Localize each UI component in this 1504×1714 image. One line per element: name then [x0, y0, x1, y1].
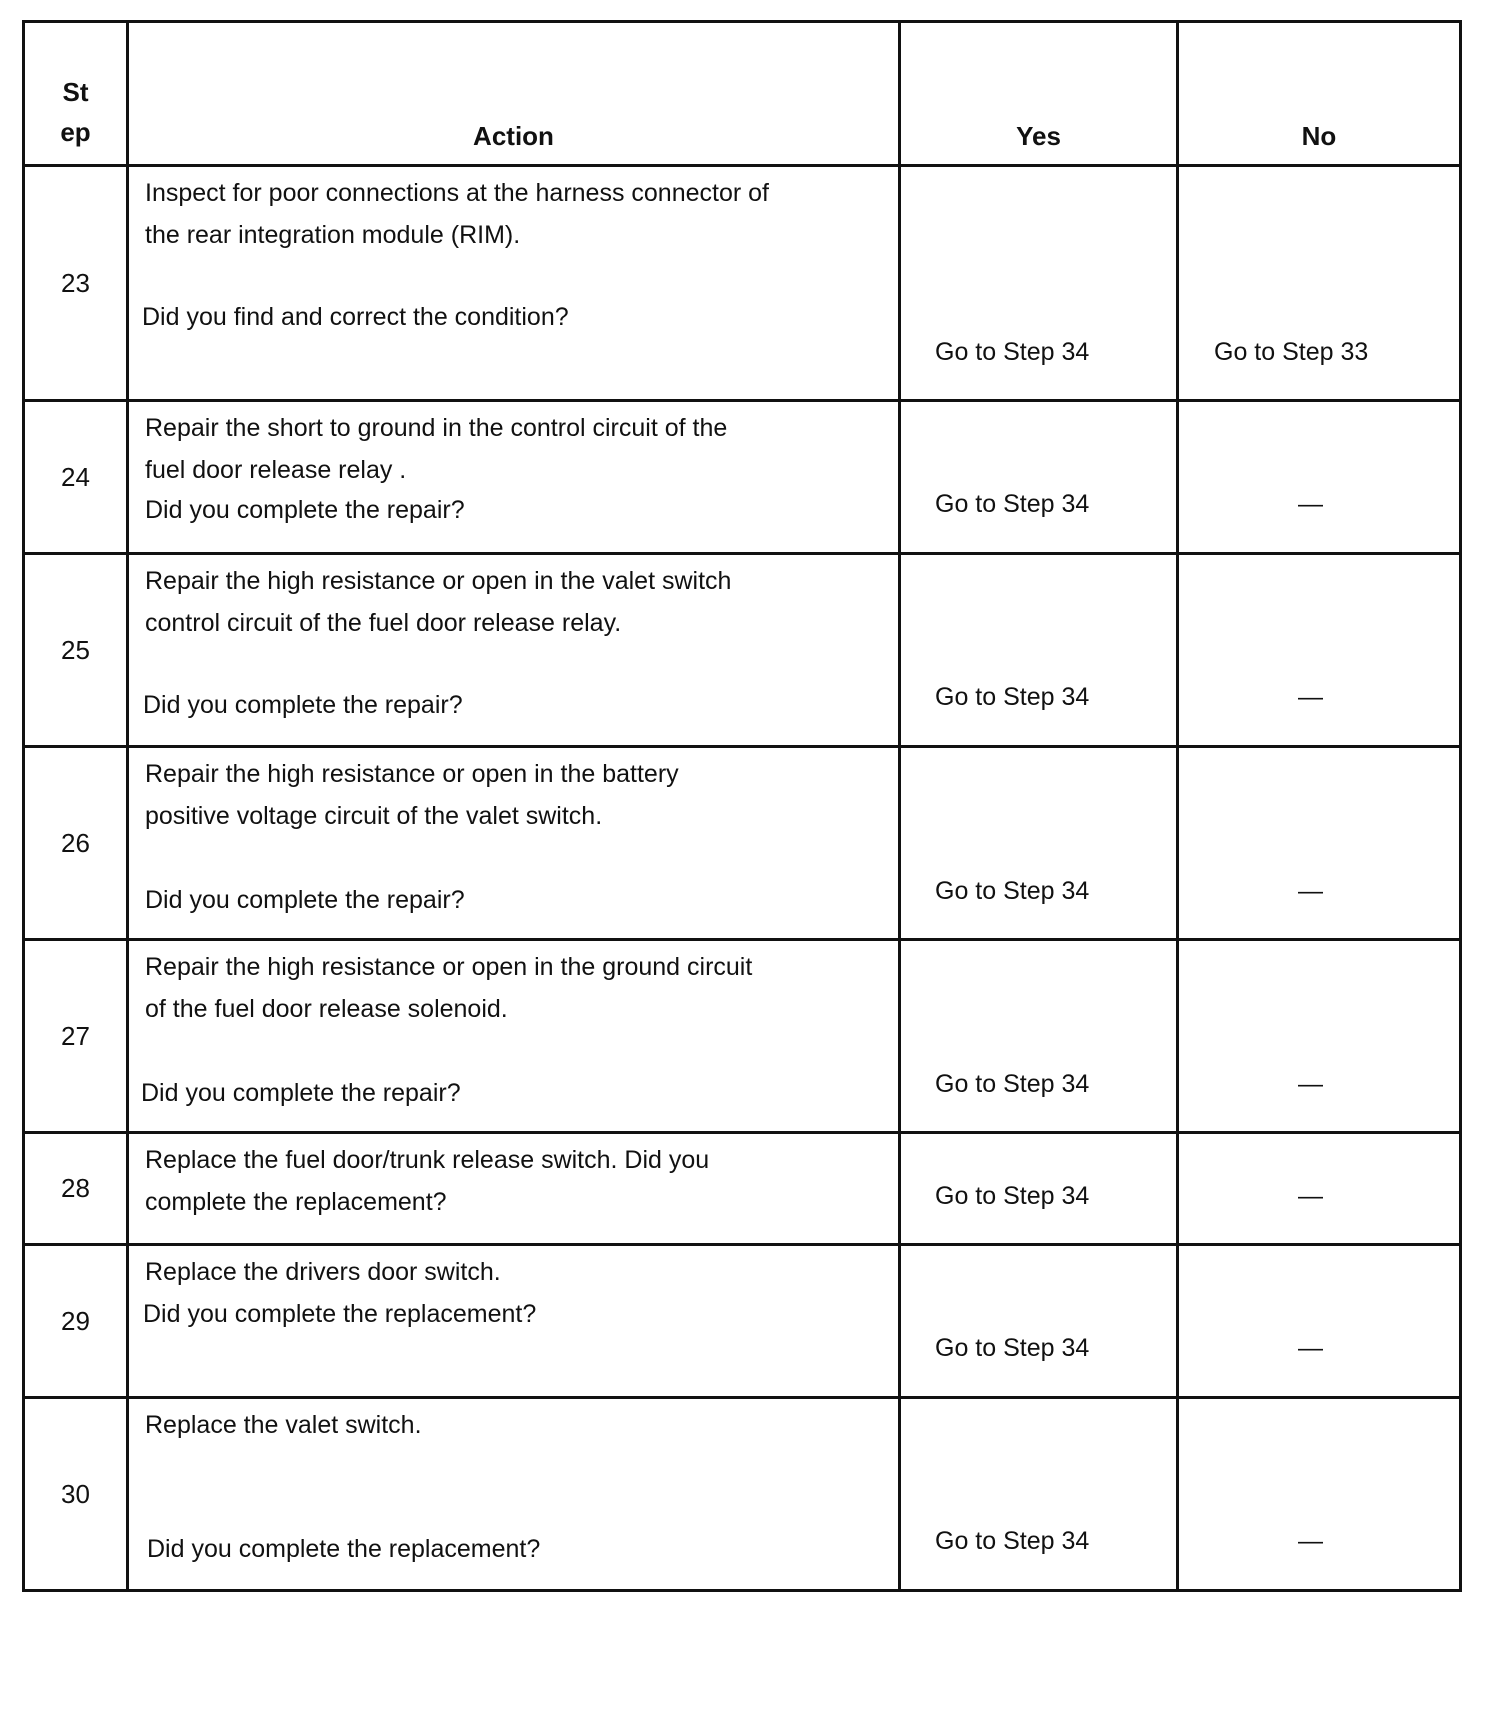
- no-dash: —: [1298, 1070, 1323, 1098]
- action-text-line: Did you complete the repair?: [145, 496, 465, 524]
- no-cell: [1178, 554, 1461, 747]
- action-text-line: Replace the drivers door switch.: [145, 1258, 501, 1286]
- no-cell: [1178, 747, 1461, 940]
- step-number: 25: [24, 554, 128, 747]
- no-dash: —: [1298, 877, 1323, 905]
- table-row: [24, 1398, 1461, 1591]
- header-step: [24, 22, 128, 166]
- action-text-line: Did you complete the replacement?: [147, 1535, 541, 1563]
- header-yes: Yes: [900, 22, 1178, 166]
- action-cell: [128, 1133, 900, 1245]
- action-text-line: positive voltage circuit of the valet switch.: [145, 802, 603, 830]
- no-cell: [1178, 166, 1461, 401]
- header-step-line1: St: [62, 77, 89, 107]
- action-text-line: Repair the high resistance or open in the battery: [145, 760, 679, 788]
- action-cell: [128, 166, 900, 401]
- action-text-line: Did you complete the repair?: [141, 1079, 461, 1107]
- no-dash: —: [1298, 683, 1323, 711]
- header-no: No: [1178, 22, 1461, 166]
- yes-cell: [900, 401, 1178, 554]
- table-row: [24, 401, 1461, 554]
- action-text-line: Did you complete the repair?: [143, 691, 463, 719]
- diagnostic-step-table: [22, 20, 1462, 1592]
- action-cell: [128, 401, 900, 554]
- step-number: 23: [24, 166, 128, 401]
- table-row: [24, 1133, 1461, 1245]
- action-cell: [128, 940, 900, 1133]
- action-text-line: Did you complete the repair?: [145, 886, 465, 914]
- yes-goto-text: Go to Step 34: [935, 877, 1090, 905]
- no-dash: —: [1298, 1527, 1323, 1555]
- no-cell: [1178, 940, 1461, 1133]
- step-number: 24: [24, 401, 128, 554]
- action-text-line: Replace the valet switch.: [145, 1411, 422, 1439]
- action-text-line: control circuit of the fuel door release relay.: [145, 609, 622, 637]
- action-cell: [128, 554, 900, 747]
- action-text-line: Repair the short to ground in the control circuit of the: [145, 414, 728, 442]
- header-step-line2: ep: [60, 117, 91, 147]
- table-row: [24, 166, 1461, 401]
- yes-goto-text: Go to Step 34: [935, 1527, 1090, 1555]
- step-number: 26: [24, 747, 128, 940]
- action-cell: [128, 1398, 900, 1591]
- action-text-line: Repair the high resistance or open in the ground circuit: [145, 953, 753, 981]
- yes-cell: [900, 747, 1178, 940]
- action-cell: [128, 747, 900, 940]
- action-text-line: Did you find and correct the condition?: [142, 303, 569, 331]
- yes-goto-text: Go to Step 34: [935, 1334, 1090, 1362]
- table-row: [24, 554, 1461, 747]
- table-row: [24, 940, 1461, 1133]
- action-text-line: Replace the fuel door/trunk release switch. Did you: [145, 1146, 710, 1174]
- table-header-row: [24, 22, 1461, 166]
- step-number: 30: [24, 1398, 128, 1591]
- no-cell: [1178, 401, 1461, 554]
- step-number: 28: [24, 1133, 128, 1245]
- yes-cell: [900, 1245, 1178, 1398]
- no-dash: —: [1298, 490, 1323, 518]
- action-text-line: Repair the high resistance or open in the valet switch: [145, 567, 732, 595]
- action-text-line: the rear integration module (RIM).: [145, 221, 521, 249]
- yes-cell: [900, 166, 1178, 401]
- action-text-line: of the fuel door release solenoid.: [145, 995, 508, 1023]
- no-cell: [1178, 1133, 1461, 1245]
- action-text-line: Did you complete the replacement?: [143, 1300, 537, 1328]
- action-text-line: Inspect for poor connections at the harness connector of: [145, 179, 769, 207]
- yes-cell: [900, 554, 1178, 747]
- action-text-line: fuel door release relay .: [145, 456, 407, 484]
- no-dash: —: [1298, 1182, 1323, 1210]
- yes-goto-text: Go to Step 34: [935, 490, 1090, 518]
- yes-goto-text: Go to Step 34: [935, 338, 1090, 366]
- step-number: 27: [24, 940, 128, 1133]
- action-text-line: complete the replacement?: [145, 1188, 447, 1216]
- yes-cell: [900, 940, 1178, 1133]
- yes-goto-text: Go to Step 34: [935, 1182, 1090, 1210]
- step-number: 29: [24, 1245, 128, 1398]
- table-row: [24, 747, 1461, 940]
- yes-cell: [900, 1398, 1178, 1591]
- yes-goto-text: Go to Step 34: [935, 683, 1090, 711]
- header-action: Action: [128, 22, 900, 166]
- no-cell: [1178, 1245, 1461, 1398]
- yes-goto-text: Go to Step 34: [935, 1070, 1090, 1098]
- no-goto-text: Go to Step 33: [1214, 338, 1369, 366]
- action-cell: [128, 1245, 900, 1398]
- table-row: [24, 1245, 1461, 1398]
- no-cell: [1178, 1398, 1461, 1591]
- yes-cell: [900, 1133, 1178, 1245]
- no-dash: —: [1298, 1334, 1323, 1362]
